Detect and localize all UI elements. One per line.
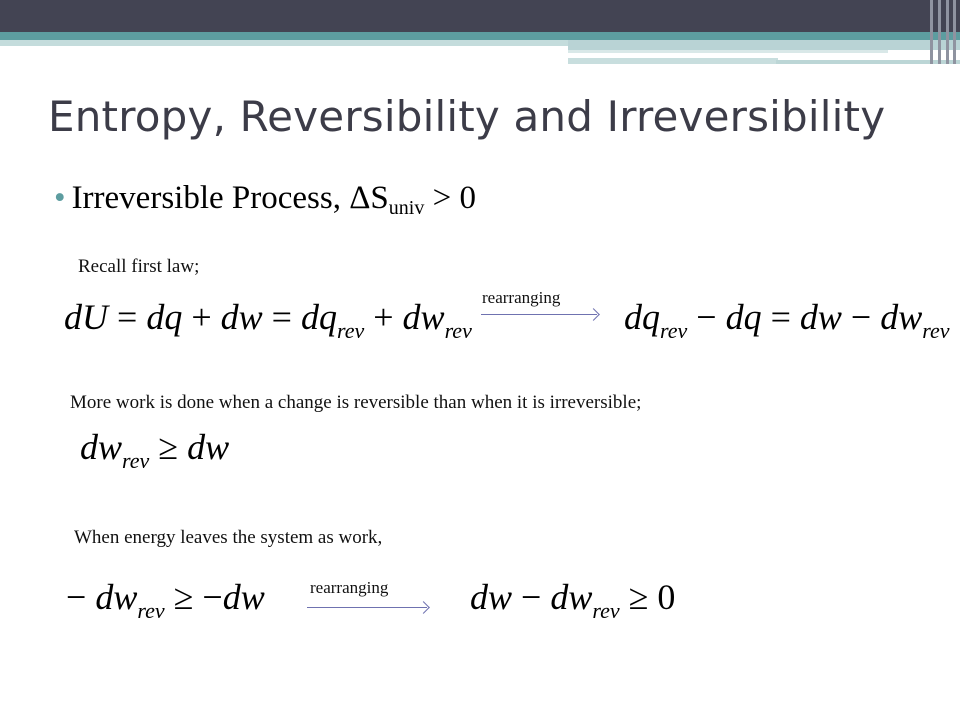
bullet-item: [54, 180, 476, 220]
first-law-equation: dU = dq + dw = $dq_{rev} + dw_{rev}$: [64, 297, 472, 343]
rearranged-equation: $dq_{rev}$ − dq = dw − $dw_{rev}$: [624, 297, 950, 343]
final-inequality: dw − $dw_{rev} \ge 0$: [470, 577, 676, 623]
header-stripe: [930, 0, 933, 64]
header-light-bar: [568, 50, 888, 53]
arrow-right-icon: [307, 607, 427, 608]
rearranging-label: rearranging: [482, 288, 561, 307]
energy-leaves-text: When energy leaves the system as work,: [74, 527, 383, 548]
more-work-text: More work is done when a change is reversible than when it is irreversible;: [70, 392, 642, 413]
work-inequality: $dw_{rev}$ ≥ dw: [80, 427, 230, 473]
header-stripe: [946, 0, 949, 64]
bullet-subscript: univ: [388, 197, 425, 219]
header-bar: [0, 0, 960, 32]
header-light-bar: [568, 40, 960, 50]
header-stripe: [938, 0, 941, 64]
header-stripe: [953, 0, 956, 64]
arrow-right-icon: [481, 314, 597, 315]
bullet-dot-icon: •: [54, 180, 66, 216]
bullet-text: Irreversible Process, ΔS: [71, 180, 389, 216]
recall-text: Recall first law;: [78, 256, 200, 277]
negated-work-inequality: − $dw_{rev} \ge -dw$: [66, 577, 265, 623]
header-light-bar: [0, 40, 568, 46]
header-accent-bar: [0, 32, 960, 40]
rearranging-label: rearranging: [310, 578, 389, 597]
slide-title: Entropy, Reversibility and Irreversibility: [48, 92, 886, 141]
bullet-suffix: > 0: [424, 180, 476, 216]
header-light-bar: [568, 58, 778, 64]
